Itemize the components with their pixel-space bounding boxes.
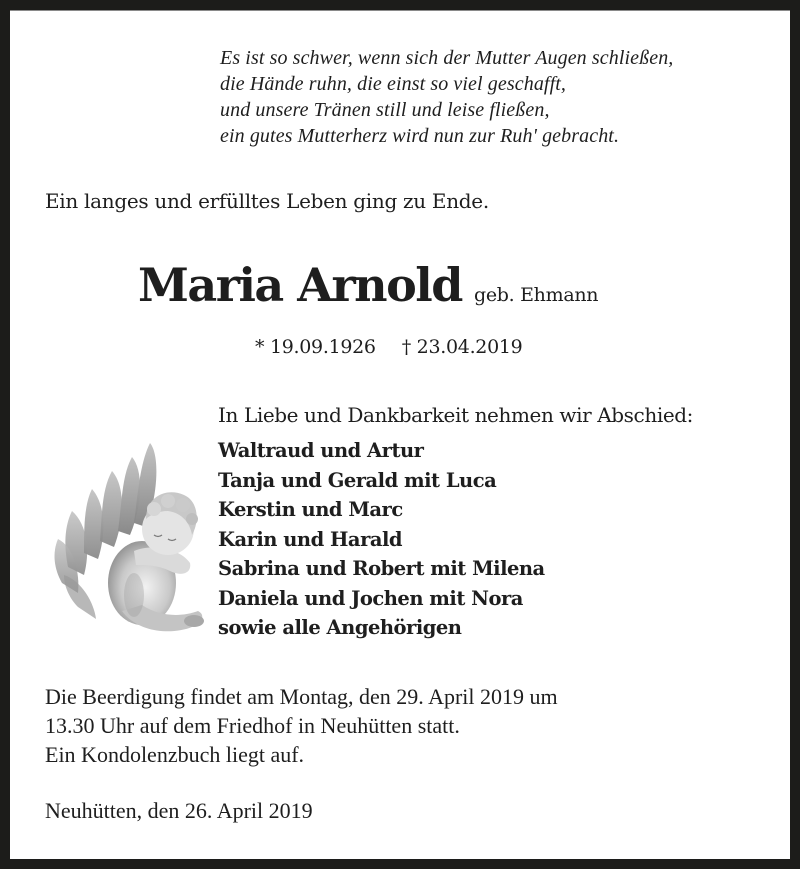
deceased-name-row bbox=[138, 255, 598, 315]
poem-line: ein gutes Mutterherz wird nun zur Ruh' gebracht. bbox=[220, 125, 620, 147]
farewell-text: In Liebe und Dankbarkeit nehmen wir Abschied: bbox=[218, 403, 693, 427]
deceased-name: Maria Arnold bbox=[138, 258, 462, 312]
place-and-date: Neuhütten, den 26. April 2019 bbox=[45, 798, 313, 823]
funeral-line: Ein Kondolenzbuch liegt auf. bbox=[45, 742, 305, 767]
mourner-entry: Kerstin und Marc bbox=[218, 498, 403, 521]
mourner-entry: Karin und Harald bbox=[218, 527, 403, 551]
obituary-notice bbox=[10, 10, 790, 859]
poem-line: und unsere Tränen still und leise fließen, bbox=[220, 99, 550, 121]
mourners-list bbox=[218, 436, 545, 643]
intro-text: Ein langes und erfülltes Leben ging zu Ende. bbox=[45, 189, 489, 213]
mourner-entry: Sabrina und Robert mit Milena bbox=[218, 557, 545, 580]
poem-line: Es ist so schwer, wenn sich der Mutter Augen schließen, bbox=[220, 47, 674, 69]
mourner-entry: sowie alle Angehörigen bbox=[218, 616, 462, 639]
funeral-details bbox=[45, 682, 558, 769]
angel-icon bbox=[42, 435, 212, 645]
poem bbox=[220, 45, 673, 149]
mourner-entry: Waltraud und Artur bbox=[218, 439, 424, 462]
birth-date: * 19.09.1926 bbox=[255, 336, 376, 358]
poem-line: die Hände ruhn, die einst so viel geschafft, bbox=[220, 73, 567, 95]
death-date: † 23.04.2019 bbox=[401, 336, 523, 358]
maiden-name: geb. Ehmann bbox=[473, 284, 599, 306]
life-dates bbox=[255, 334, 522, 360]
mourner-entry: Tanja und Gerald mit Luca bbox=[218, 468, 497, 492]
funeral-line: 13.30 Uhr auf dem Friedhof in Neuhütten statt. bbox=[45, 713, 460, 738]
mourner-entry: Daniela und Jochen mit Nora bbox=[218, 586, 523, 610]
funeral-line: Die Beerdigung findet am Montag, den 29. April 2019 um bbox=[45, 684, 558, 709]
